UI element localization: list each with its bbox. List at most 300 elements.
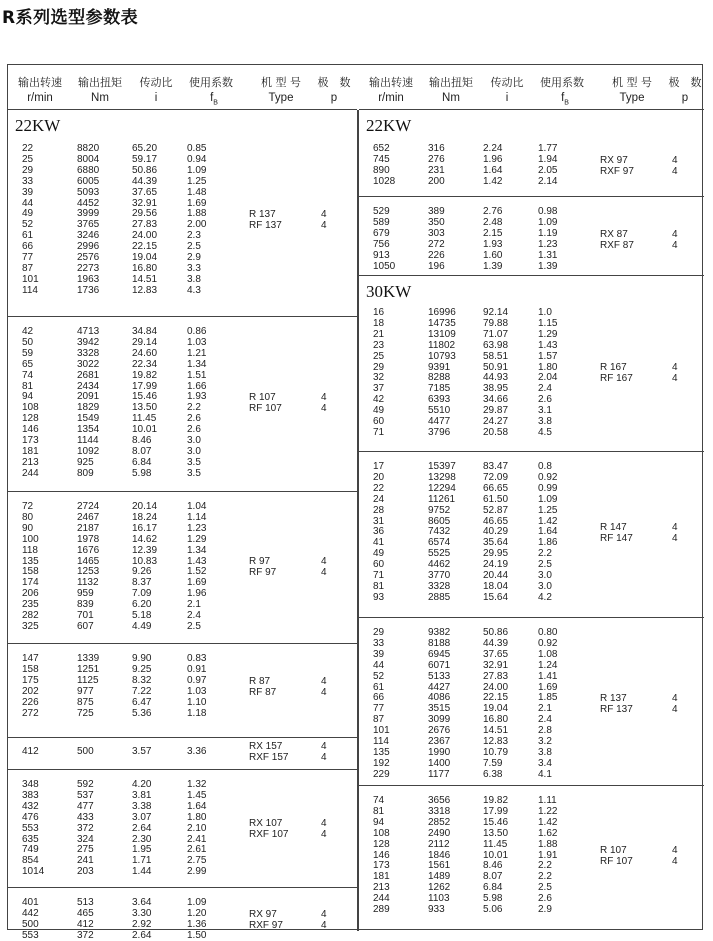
pole-count: 4 bbox=[321, 919, 327, 931]
table-row bbox=[8, 611, 359, 621]
output-torque-cell: 200 bbox=[428, 175, 445, 187]
output-speed-cell: 22 bbox=[373, 482, 385, 494]
service-factor-cell: 3.2 bbox=[538, 736, 552, 747]
table-row bbox=[8, 275, 359, 285]
output-torque-cell: 4452 bbox=[77, 197, 100, 209]
output-torque-cell: 875 bbox=[77, 696, 94, 708]
service-factor-cell: 1.09 bbox=[538, 216, 558, 228]
table-row bbox=[8, 546, 359, 556]
pole-count: 4 bbox=[672, 228, 678, 240]
table-row bbox=[359, 352, 704, 362]
table-row bbox=[359, 406, 704, 416]
model-type: R 97 bbox=[249, 556, 271, 568]
output-torque-cell: 4477 bbox=[428, 416, 451, 427]
service-factor-cell: 1.14 bbox=[187, 511, 207, 523]
output-speed-cell: 244 bbox=[373, 893, 390, 905]
output-speed-cell: 101 bbox=[22, 273, 39, 285]
service-factor-cell: 0.85 bbox=[187, 143, 207, 154]
service-factor-cell: 3.1 bbox=[538, 405, 552, 417]
output-torque-cell: 14735 bbox=[428, 317, 456, 329]
header-ratio-unit: i bbox=[505, 92, 509, 104]
table-row bbox=[359, 818, 704, 828]
output-speed-cell: 1050 bbox=[373, 260, 396, 272]
output-torque-cell: 537 bbox=[77, 789, 94, 801]
output-torque-cell: 3328 bbox=[428, 580, 451, 592]
table-row bbox=[359, 672, 704, 682]
ratio-cell: 5.98 bbox=[483, 893, 503, 905]
output-torque-cell: 8188 bbox=[428, 637, 451, 649]
output-speed-cell: 93 bbox=[373, 591, 385, 603]
table-row bbox=[8, 253, 359, 263]
output-torque-cell: 316 bbox=[428, 143, 445, 154]
model-type: RXF 107 bbox=[249, 829, 289, 841]
table-row bbox=[359, 330, 704, 340]
table-row bbox=[359, 218, 704, 228]
service-factor-cell: 1.69 bbox=[187, 577, 207, 589]
ratio-cell: 19.82 bbox=[132, 369, 158, 381]
output-speed-cell: 175 bbox=[22, 674, 39, 686]
service-factor-cell: 3.5 bbox=[187, 456, 201, 468]
pole-count: 4 bbox=[321, 829, 327, 841]
table-row bbox=[8, 155, 359, 165]
output-torque-cell: 701 bbox=[77, 610, 94, 621]
ratio-cell: 1.71 bbox=[132, 855, 152, 867]
model-type: RX 87 bbox=[600, 228, 628, 240]
table-row bbox=[359, 650, 704, 660]
output-speed-cell: 229 bbox=[373, 768, 390, 780]
service-factor-cell: 4.3 bbox=[187, 284, 201, 296]
header-factor: 使用系数 bbox=[189, 76, 233, 89]
service-factor-cell: 1.09 bbox=[538, 493, 558, 505]
output-speed-cell: 25 bbox=[373, 350, 385, 362]
ratio-cell: 2.64 bbox=[132, 822, 152, 834]
output-speed-cell: 553 bbox=[22, 822, 39, 834]
ratio-cell: 9.26 bbox=[132, 566, 152, 578]
output-speed-cell: 44 bbox=[373, 659, 385, 671]
service-factor-cell: 2.6 bbox=[538, 893, 552, 905]
output-torque-cell: 592 bbox=[77, 779, 94, 790]
service-factor-cell: 2.9 bbox=[538, 904, 552, 915]
model-type: R 137 bbox=[600, 693, 627, 705]
model-type: RF 107 bbox=[600, 855, 633, 867]
table-row bbox=[8, 535, 359, 545]
output-torque-cell: 196 bbox=[428, 260, 445, 272]
ratio-cell: 12.83 bbox=[483, 736, 509, 747]
output-speed-cell: 71 bbox=[373, 570, 385, 581]
output-speed-cell: 61 bbox=[373, 681, 385, 693]
table-row bbox=[359, 473, 704, 483]
output-speed-cell: 39 bbox=[22, 186, 34, 198]
service-factor-cell: 2.00 bbox=[187, 219, 207, 231]
selection-group bbox=[359, 618, 704, 786]
output-speed-cell: 213 bbox=[22, 456, 39, 468]
ratio-cell: 37.65 bbox=[132, 186, 158, 198]
service-factor-cell: 2.10 bbox=[187, 822, 207, 834]
output-torque-cell: 12294 bbox=[428, 482, 456, 494]
output-speed-cell: 749 bbox=[22, 844, 39, 856]
output-torque-cell: 433 bbox=[77, 811, 94, 823]
model-type: RX 107 bbox=[249, 818, 283, 830]
service-factor-cell: 1.42 bbox=[538, 515, 558, 527]
output-torque-cell: 8288 bbox=[428, 372, 451, 384]
ratio-cell: 24.19 bbox=[483, 559, 509, 571]
ratio-cell: 5.18 bbox=[132, 610, 152, 621]
model-type: RF 87 bbox=[249, 686, 277, 698]
output-speed-cell: 135 bbox=[22, 555, 39, 567]
ratio-cell: 1.42 bbox=[483, 175, 503, 187]
table-row bbox=[359, 894, 704, 904]
table-row bbox=[359, 262, 704, 272]
output-speed-cell: 29 bbox=[373, 627, 385, 638]
output-speed-cell: 173 bbox=[373, 860, 390, 872]
output-speed-cell: 94 bbox=[22, 391, 34, 403]
output-torque-cell: 725 bbox=[77, 707, 94, 719]
output-torque-cell: 477 bbox=[77, 800, 94, 812]
pole-count: 4 bbox=[672, 521, 678, 533]
pole-count: 4 bbox=[672, 532, 678, 544]
model-block bbox=[249, 556, 339, 578]
table-row bbox=[359, 341, 704, 351]
ratio-cell: 65.20 bbox=[132, 143, 158, 154]
service-factor-cell: 1.31 bbox=[538, 249, 558, 261]
ratio-cell: 6.47 bbox=[132, 696, 152, 708]
ratio-cell: 13.50 bbox=[132, 402, 158, 414]
service-factor-cell: 3.3 bbox=[187, 262, 201, 274]
service-factor-cell: 3.0 bbox=[187, 445, 201, 457]
output-torque-cell: 1339 bbox=[77, 653, 100, 664]
ratio-cell: 15.46 bbox=[132, 391, 158, 403]
output-speed-cell: 146 bbox=[22, 424, 39, 436]
selection-group bbox=[8, 888, 359, 941]
output-torque-cell: 241 bbox=[77, 855, 94, 867]
output-speed-cell: 18 bbox=[373, 317, 385, 329]
output-speed-cell: 206 bbox=[22, 588, 39, 600]
table-row bbox=[359, 549, 704, 559]
service-factor-cell: 2.14 bbox=[538, 175, 558, 187]
pole-count: 4 bbox=[672, 373, 678, 385]
table-row bbox=[8, 780, 359, 790]
ratio-cell: 11.45 bbox=[483, 838, 508, 850]
header-poles: 极 数 bbox=[317, 76, 351, 89]
ratio-cell: 29.87 bbox=[483, 405, 509, 417]
selection-group bbox=[359, 452, 704, 618]
output-torque-cell: 4713 bbox=[77, 326, 100, 337]
service-factor-cell: 1.85 bbox=[538, 692, 558, 704]
selection-group bbox=[359, 197, 704, 276]
service-factor-cell: 3.8 bbox=[187, 273, 201, 285]
output-torque-cell: 1846 bbox=[428, 849, 451, 861]
table-row bbox=[8, 447, 359, 457]
ratio-cell: 3.64 bbox=[132, 897, 152, 908]
output-torque-cell: 2187 bbox=[77, 522, 100, 534]
output-torque-cell: 2273 bbox=[77, 262, 100, 274]
table-row bbox=[8, 242, 359, 252]
pole-count: 4 bbox=[321, 403, 327, 415]
output-speed-cell: 52 bbox=[373, 670, 385, 682]
output-torque-cell: 8820 bbox=[77, 143, 100, 154]
output-speed-cell: 33 bbox=[373, 637, 385, 649]
table-row bbox=[359, 883, 704, 893]
ratio-cell: 72.09 bbox=[483, 471, 509, 483]
ratio-cell: 35.64 bbox=[483, 537, 509, 549]
table-row bbox=[8, 264, 359, 274]
output-torque-cell: 2676 bbox=[428, 725, 451, 737]
output-torque-cell: 9382 bbox=[428, 627, 451, 638]
output-torque-cell: 9752 bbox=[428, 504, 451, 516]
service-factor-cell: 1.25 bbox=[187, 175, 207, 187]
ratio-cell: 1.44 bbox=[132, 866, 152, 878]
output-torque-cell: 11261 bbox=[428, 493, 456, 505]
ratio-cell: 3.57 bbox=[132, 746, 152, 757]
service-factor-cell: 2.2 bbox=[187, 402, 201, 414]
output-speed-cell: 22 bbox=[22, 143, 34, 154]
output-torque-cell: 1253 bbox=[77, 566, 100, 578]
model-block bbox=[600, 522, 690, 544]
ratio-cell: 24.60 bbox=[132, 347, 158, 359]
service-factor-cell: 2.4 bbox=[538, 714, 552, 726]
ratio-cell: 50.86 bbox=[483, 627, 509, 638]
model-type: RXF 97 bbox=[600, 165, 634, 177]
model-type: R 167 bbox=[600, 362, 627, 374]
output-torque-cell: 350 bbox=[428, 216, 445, 228]
model-type: RXF 97 bbox=[249, 919, 283, 931]
header-torque-unit: Nm bbox=[442, 92, 460, 104]
table-row bbox=[359, 251, 704, 261]
service-factor-cell: 1.77 bbox=[538, 143, 558, 154]
table-row bbox=[8, 622, 359, 632]
output-speed-cell: 553 bbox=[22, 929, 39, 941]
table-row bbox=[8, 349, 359, 359]
model-type: RX 97 bbox=[249, 908, 277, 920]
ratio-cell: 52.87 bbox=[483, 504, 509, 516]
service-factor-cell: 1.69 bbox=[187, 197, 207, 209]
output-speed-cell: 226 bbox=[22, 696, 39, 708]
service-factor-cell: 2.6 bbox=[187, 424, 201, 436]
output-torque-cell: 925 bbox=[77, 456, 94, 468]
header-torque: 输出扭矩 bbox=[78, 76, 122, 89]
output-speed-cell: 158 bbox=[22, 566, 39, 578]
table-row bbox=[8, 327, 359, 337]
output-torque-cell: 1125 bbox=[77, 674, 99, 686]
selection-group bbox=[359, 786, 704, 931]
model-block bbox=[600, 155, 690, 177]
output-speed-cell: 49 bbox=[373, 548, 385, 560]
service-factor-cell: 1.34 bbox=[187, 358, 207, 370]
table-row bbox=[359, 593, 704, 603]
output-torque-cell: 809 bbox=[77, 467, 94, 479]
power-rating-label: 22KW bbox=[366, 116, 412, 135]
service-factor-cell: 1.09 bbox=[187, 897, 207, 908]
table-row bbox=[8, 898, 359, 908]
output-torque-cell: 3942 bbox=[77, 336, 100, 348]
output-speed-cell: 913 bbox=[373, 249, 390, 261]
table-row bbox=[8, 654, 359, 664]
ratio-cell: 2.76 bbox=[483, 206, 503, 217]
service-factor-cell: 1.50 bbox=[187, 929, 207, 941]
ratio-cell: 38.95 bbox=[483, 383, 509, 395]
output-torque-cell: 13109 bbox=[428, 328, 456, 340]
ratio-cell: 17.99 bbox=[483, 805, 509, 817]
ratio-cell: 44.93 bbox=[483, 372, 509, 384]
ratio-cell: 29.95 bbox=[483, 548, 509, 560]
header-speed-unit: r/min bbox=[27, 92, 53, 104]
table-row bbox=[8, 578, 359, 588]
pole-count: 4 bbox=[321, 209, 327, 221]
ratio-cell: 2.64 bbox=[132, 929, 152, 941]
output-torque-cell: 5093 bbox=[77, 186, 100, 198]
table-row bbox=[359, 495, 704, 505]
output-speed-cell: 31 bbox=[373, 515, 385, 527]
table-row bbox=[8, 698, 359, 708]
output-torque-cell: 6071 bbox=[428, 659, 451, 671]
ratio-cell: 83.47 bbox=[483, 461, 509, 472]
output-speed-cell: 289 bbox=[373, 904, 390, 915]
ratio-cell: 14.51 bbox=[483, 725, 509, 737]
table-row bbox=[359, 770, 704, 780]
output-torque-cell: 3770 bbox=[428, 570, 451, 581]
output-speed-cell: 37 bbox=[373, 383, 385, 395]
model-type: RF 137 bbox=[249, 220, 282, 232]
header-factor-unit: $f_B$ bbox=[210, 92, 218, 107]
table-row bbox=[8, 144, 359, 154]
output-speed-cell: 87 bbox=[22, 262, 34, 274]
service-factor-cell: 1.29 bbox=[187, 533, 207, 545]
output-speed-cell: 94 bbox=[373, 816, 385, 828]
service-factor-cell: 2.5 bbox=[538, 882, 552, 894]
output-speed-cell: 74 bbox=[22, 369, 34, 381]
service-factor-cell: 1.80 bbox=[538, 361, 558, 373]
service-factor-cell: 3.0 bbox=[538, 570, 552, 581]
output-speed-cell: 118 bbox=[22, 544, 38, 556]
model-type: R 87 bbox=[249, 675, 271, 687]
service-factor-cell: 1.34 bbox=[187, 544, 207, 556]
output-speed-cell: 108 bbox=[22, 402, 39, 414]
service-factor-cell: 1.04 bbox=[187, 501, 207, 512]
output-speed-cell: 36 bbox=[373, 526, 385, 538]
output-speed-cell: 25 bbox=[22, 153, 34, 165]
ratio-cell: 34.66 bbox=[483, 394, 509, 406]
ratio-cell: 3.81 bbox=[132, 789, 152, 801]
output-torque-cell: 5510 bbox=[428, 405, 451, 417]
service-factor-cell: 1.29 bbox=[538, 328, 558, 340]
service-factor-cell: 2.5 bbox=[187, 241, 201, 253]
table-row bbox=[8, 791, 359, 801]
table-row bbox=[359, 905, 704, 915]
service-factor-cell: 1.91 bbox=[538, 849, 558, 861]
output-torque-cell: 3328 bbox=[77, 347, 100, 359]
ratio-cell: 12.39 bbox=[132, 544, 158, 556]
pole-count: 4 bbox=[321, 741, 327, 753]
output-speed-cell: 77 bbox=[373, 703, 385, 715]
ratio-cell: 50.86 bbox=[132, 164, 158, 176]
output-speed-cell: 74 bbox=[373, 795, 385, 806]
ratio-cell: 2.92 bbox=[132, 918, 152, 930]
output-speed-cell: 147 bbox=[22, 653, 39, 664]
output-speed-cell: 42 bbox=[373, 394, 385, 406]
model-block bbox=[249, 818, 339, 840]
table-row bbox=[359, 428, 704, 438]
ratio-cell: 34.84 bbox=[132, 326, 158, 337]
output-torque-cell: 3022 bbox=[77, 358, 100, 370]
service-factor-cell: 2.1 bbox=[538, 703, 552, 715]
output-speed-cell: 61 bbox=[22, 230, 34, 242]
output-speed-cell: 756 bbox=[373, 238, 390, 250]
table-row bbox=[8, 371, 359, 381]
output-torque-cell: 2885 bbox=[428, 591, 451, 603]
output-torque-cell: 2367 bbox=[428, 736, 451, 747]
model-type: RF 137 bbox=[600, 704, 633, 716]
model-type: RXF 87 bbox=[600, 239, 634, 251]
output-torque-cell: 226 bbox=[428, 249, 445, 261]
table-row bbox=[359, 571, 704, 581]
table-row bbox=[359, 484, 704, 494]
ratio-cell: 1.95 bbox=[132, 844, 152, 856]
ratio-cell: 92.14 bbox=[483, 307, 509, 318]
output-speed-cell: 325 bbox=[22, 620, 39, 632]
header-poles: 极 数 bbox=[668, 76, 702, 89]
output-speed-cell: 77 bbox=[22, 252, 34, 263]
model-type: RF 107 bbox=[249, 403, 282, 415]
service-factor-cell: 0.94 bbox=[187, 153, 207, 165]
output-speed-cell: 23 bbox=[373, 339, 385, 351]
header-torque: 输出扭矩 bbox=[429, 76, 473, 89]
ratio-cell: 6.84 bbox=[483, 882, 503, 894]
header-model-unit: Type bbox=[619, 92, 645, 104]
service-factor-cell: 3.8 bbox=[538, 746, 552, 758]
pole-count: 4 bbox=[672, 844, 678, 856]
output-torque-cell: 2576 bbox=[77, 252, 100, 263]
output-speed-cell: 192 bbox=[373, 757, 390, 769]
output-torque-cell: 6945 bbox=[428, 648, 451, 660]
output-torque-cell: 6005 bbox=[77, 175, 100, 187]
output-speed-cell: 529 bbox=[373, 206, 390, 217]
table-row bbox=[359, 628, 704, 638]
service-factor-cell: 1.09 bbox=[187, 164, 207, 176]
service-factor-cell: 1.15 bbox=[538, 317, 558, 329]
pole-count: 4 bbox=[321, 686, 327, 698]
ratio-cell: 6.38 bbox=[483, 768, 503, 780]
ratio-cell: 22.15 bbox=[132, 241, 158, 253]
table-row bbox=[359, 506, 704, 516]
service-factor-cell: 1.19 bbox=[538, 227, 558, 239]
table-row bbox=[359, 829, 704, 839]
output-torque-cell: 6393 bbox=[428, 394, 451, 406]
left-table-header bbox=[8, 65, 357, 110]
output-torque-cell: 959 bbox=[77, 588, 94, 600]
ratio-cell: 2.48 bbox=[483, 216, 503, 228]
output-torque-cell: 1489 bbox=[428, 871, 451, 883]
service-factor-cell: 4.2 bbox=[538, 591, 552, 603]
output-torque-cell: 607 bbox=[77, 620, 94, 632]
output-torque-cell: 1561 bbox=[428, 860, 451, 872]
output-torque-cell: 1103 bbox=[428, 893, 450, 905]
table-row bbox=[359, 748, 704, 758]
output-torque-cell: 5133 bbox=[428, 670, 451, 682]
table-row bbox=[8, 166, 359, 176]
header-speed: 输出转速 bbox=[18, 76, 62, 89]
ratio-cell: 19.04 bbox=[483, 703, 509, 715]
output-speed-cell: 679 bbox=[373, 227, 390, 239]
ratio-cell: 14.62 bbox=[132, 533, 158, 545]
table-row bbox=[359, 384, 704, 394]
model-block bbox=[600, 845, 690, 867]
ratio-cell: 14.51 bbox=[132, 273, 158, 285]
output-speed-cell: 50 bbox=[22, 336, 34, 348]
output-speed-cell: 60 bbox=[373, 416, 385, 427]
output-torque-cell: 2681 bbox=[77, 369, 100, 381]
ratio-cell: 22.34 bbox=[132, 358, 158, 370]
service-factor-cell: 0.83 bbox=[187, 653, 207, 664]
